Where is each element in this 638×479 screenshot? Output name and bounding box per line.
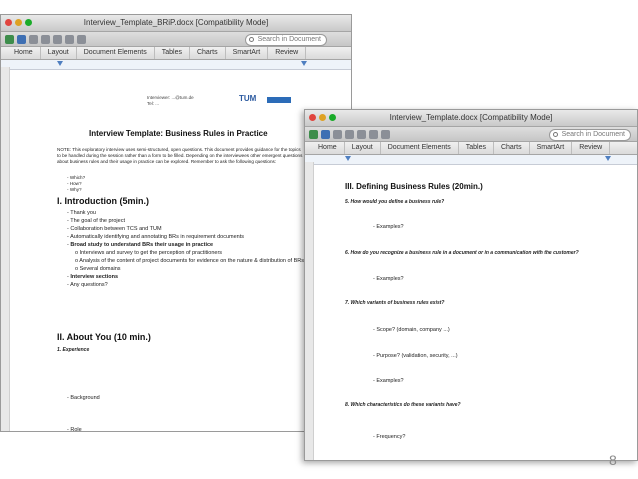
front-search-placeholder: Search in Document: [561, 131, 625, 138]
list-item: - Interview sections: [67, 274, 119, 280]
question-5: 5. How would you define a business rule?: [345, 199, 445, 205]
redo-icon[interactable]: [77, 35, 86, 44]
print-icon[interactable]: [53, 35, 62, 44]
tab-layout[interactable]: Layout: [41, 47, 77, 59]
tab-document-elements[interactable]: Document Elements: [77, 47, 155, 59]
list-item: - Automatically identifying and annotating BRs in requirement documents: [67, 234, 245, 240]
tum-logo: TUM: [239, 94, 257, 103]
header-block: [147, 95, 347, 107]
list-item: - Frequency?: [373, 434, 406, 440]
sub-list-item: o Analysis of the content of project documents for evidence on the nature & distribution of BRs: [75, 258, 305, 264]
indent-marker[interactable]: [57, 61, 63, 66]
list-item: - Any questions?: [67, 282, 108, 288]
front-window-titlebar: [305, 110, 637, 127]
templates-icon[interactable]: [17, 35, 26, 44]
question-7: 7. Which variants of business rules exist?: [345, 300, 445, 306]
partner-logo: [267, 97, 291, 103]
new-doc-icon[interactable]: [309, 130, 318, 139]
section-2-title: II. About You (10 min.): [57, 332, 151, 342]
sub-list-item: o Interviews and survey to get the perception of practitioners: [75, 250, 223, 256]
front-window-title: Interview_Template.docx [Compatibility Mode]: [389, 113, 553, 122]
tab-smartart[interactable]: SmartArt: [226, 47, 269, 59]
list-item: - Examples?: [373, 276, 404, 282]
front-ribbon-tabs: [305, 142, 637, 155]
back-window-toolbar: [1, 32, 351, 47]
tab-smartart[interactable]: SmartArt: [530, 142, 573, 154]
close-icon[interactable]: [309, 114, 316, 121]
tab-review[interactable]: Review: [572, 142, 610, 154]
note-bullets: [67, 175, 85, 194]
vertical-ruler: [305, 162, 314, 460]
close-icon[interactable]: [5, 19, 12, 26]
print-icon[interactable]: [357, 130, 366, 139]
question-6: 6. How do you recognize a business rule in a document or in a communication with the customer?: [345, 250, 579, 256]
slide-number: 8: [609, 452, 617, 468]
tab-charts[interactable]: Charts: [190, 47, 226, 59]
minimize-icon[interactable]: [319, 114, 326, 121]
minimize-icon[interactable]: [15, 19, 22, 26]
tab-home[interactable]: Home: [7, 47, 41, 59]
search-icon: [249, 37, 254, 42]
open-icon[interactable]: [29, 35, 38, 44]
list-item: - Examples?: [373, 378, 404, 384]
redo-icon[interactable]: [381, 130, 390, 139]
contact-line-1: Interviewer: ...@tum.de: [147, 95, 194, 100]
front-window-toolbar: [305, 127, 637, 142]
new-doc-icon[interactable]: [5, 35, 14, 44]
indent-marker[interactable]: [301, 61, 307, 66]
open-icon[interactable]: [333, 130, 342, 139]
list-item: - The goal of the project: [67, 218, 125, 224]
tab-tables[interactable]: Tables: [459, 142, 494, 154]
sub-list-item: o Several domains: [75, 266, 121, 272]
tab-charts[interactable]: Charts: [494, 142, 530, 154]
tab-tables[interactable]: Tables: [155, 47, 190, 59]
back-window-title: Interview_Template_BRiP.docx [Compatibility Mode]: [83, 18, 269, 27]
front-ruler[interactable]: [305, 155, 637, 165]
list-item: - Background: [67, 395, 100, 401]
undo-icon[interactable]: [65, 35, 74, 44]
search-icon: [553, 132, 558, 137]
zoom-icon[interactable]: [329, 114, 336, 121]
list-item: - Examples?: [373, 224, 404, 230]
indent-marker[interactable]: [605, 156, 611, 161]
undo-icon[interactable]: [369, 130, 378, 139]
note-bullet: - How?: [67, 181, 82, 187]
back-window-titlebar: [1, 15, 351, 32]
back-ribbon-tabs: [1, 47, 351, 60]
list-item: - Role: [67, 427, 82, 432]
section-3-title: III. Defining Business Rules (20min.): [345, 182, 483, 191]
back-search-input[interactable]: [245, 34, 327, 46]
front-search-input[interactable]: [549, 129, 631, 141]
question-8: 8. Which characteristics do these variants have?: [345, 402, 461, 408]
save-icon[interactable]: [345, 130, 354, 139]
note-paragraph: NOTE: This exploratory interview uses semi-structured, open questions. This document provides guidance for the topics to be handled during the session rather than a form to be filled. Depending on the interviewees other emergent questions about business rules and their usage in practice can be explored. Remember to ask the following questions:: [57, 147, 303, 165]
tab-layout[interactable]: Layout: [345, 142, 381, 154]
vertical-ruler: [1, 67, 10, 431]
contact-line-2: Tel: ...: [147, 101, 160, 106]
tab-document-elements[interactable]: Document Elements: [381, 142, 459, 154]
indent-marker[interactable]: [345, 156, 351, 161]
note-bullet: - Which?: [67, 175, 86, 180]
tab-review[interactable]: Review: [268, 47, 306, 59]
list-item: - Thank you: [67, 210, 96, 216]
list-item: - Scope? (domain, company ...): [373, 327, 450, 333]
list-item: - Collaboration between TCS and TUM: [67, 226, 162, 232]
back-ruler[interactable]: [1, 60, 351, 70]
document-title: Interview Template: Business Rules in Practice: [89, 129, 268, 138]
front-document-window: [304, 109, 638, 461]
back-search-placeholder: Search in Document: [257, 36, 321, 43]
list-item: - Purpose? (validation, security, ...): [373, 353, 458, 359]
templates-icon[interactable]: [321, 130, 330, 139]
note-bullet: - Why?: [67, 187, 82, 193]
back-document-window: [0, 14, 352, 432]
save-icon[interactable]: [41, 35, 50, 44]
zoom-icon[interactable]: [25, 19, 32, 26]
list-item: - Broad study to understand BRs their usage in practice: [67, 242, 214, 248]
tab-home[interactable]: Home: [311, 142, 345, 154]
section-2-subtitle: 1. Experience: [57, 347, 90, 353]
section-1-title: I. Introduction (5min.): [57, 196, 149, 206]
